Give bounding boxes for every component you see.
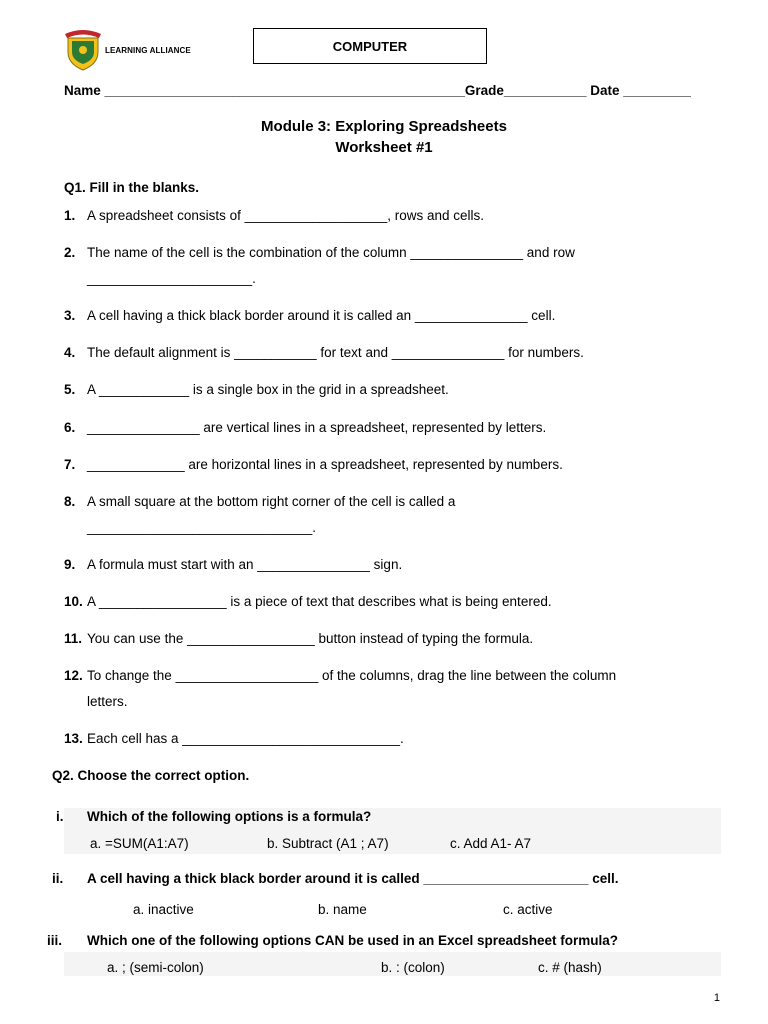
mcq-option: c. # (hash) <box>538 960 602 975</box>
question-number: 7. <box>64 457 76 472</box>
mcq-option: b. name <box>318 902 367 917</box>
question-text: The default alignment is ___________ for text and _______________ for numbers. <box>87 345 584 360</box>
mcq-option: c. active <box>503 902 553 917</box>
mcq-item <box>0 933 768 979</box>
mcq-option: a. =SUM(A1:A7) <box>90 836 189 851</box>
mcq-option: a. ; (semi-colon) <box>107 960 204 975</box>
mcq-option: b. : (colon) <box>381 960 445 975</box>
question-text-continued: letters. <box>87 694 128 709</box>
school-logo <box>63 26 193 72</box>
question-text: A formula must start with an _______________ sign. <box>87 557 403 572</box>
question-text: A ____________ is a single box in the grid in a spreadsheet. <box>87 382 449 397</box>
question-text: A small square at the bottom right corner of the cell is called a <box>87 494 456 509</box>
question-number: 8. <box>64 494 76 509</box>
mcq-question: A cell having a thick black border around it is called ______________________ cell. <box>87 871 619 886</box>
mcq-item <box>0 809 768 855</box>
q1-heading: Q1. Fill in the blanks. <box>64 180 200 195</box>
mcq-question: Which one of the following options CAN be used in an Excel spreadsheet formula? <box>87 933 619 948</box>
mcq-option: b. Subtract (A1 ; A7) <box>267 836 389 851</box>
question-number: 3. <box>64 308 76 323</box>
q2-heading: Q2. Choose the correct option. <box>52 768 250 783</box>
mcq-number: i. <box>56 809 64 824</box>
question-number: 2. <box>64 245 76 260</box>
question-text: Each cell has a _____________________________. <box>87 731 404 746</box>
mcq-option: a. inactive <box>133 902 194 917</box>
question-number: 4. <box>64 345 76 360</box>
question-number: 12. <box>64 668 83 683</box>
question-text: _______________ are vertical lines in a spreadsheet, represented by letters. <box>87 420 547 435</box>
question-number: 10. <box>64 594 83 609</box>
question-number: 5. <box>64 382 76 397</box>
subject-label: COMPUTER <box>332 38 408 54</box>
subject-box <box>253 28 487 64</box>
mcq-option: c. Add A1- A7 <box>450 836 532 851</box>
question-number: 9. <box>64 557 76 572</box>
question-text: You can use the _________________ button instead of typing the formula. <box>87 631 534 646</box>
mcq-item <box>0 871 768 919</box>
worksheet-title: Worksheet #1 <box>335 139 433 156</box>
question-text: _____________ are horizontal lines in a spreadsheet, represented by numbers. <box>87 457 563 472</box>
logo-text: LEARNING ALLIANCE <box>105 46 191 55</box>
mcq-question: Which of the following options is a formula? <box>87 809 372 824</box>
page-number: 1 <box>713 992 720 1004</box>
question-text: To change the ___________________ of the columns, drag the line between the column <box>87 668 617 683</box>
question-text: A _________________ is a piece of text that describes what is being entered. <box>87 594 552 609</box>
question-text: A spreadsheet consists of ___________________, rows and cells. <box>87 208 485 223</box>
question-text-continued: ______________________. <box>87 271 256 286</box>
question-text: The name of the cell is the combination of the column _______________ and row <box>87 245 575 260</box>
mcq-number: ii. <box>52 871 64 886</box>
question-text: A cell having a thick black border around it is called an _______________ cell. <box>87 308 556 323</box>
question-text-continued: ______________________________. <box>87 520 316 535</box>
name-grade-date-line: Name ________________________________________________Grade___________ Date _________ <box>64 83 691 98</box>
mcq-number: iii. <box>47 933 63 948</box>
question-number: 13. <box>64 731 83 746</box>
question-number: 1. <box>64 208 76 223</box>
question-number: 11. <box>64 631 83 646</box>
shield-crest-icon <box>63 26 103 72</box>
module-title: Module 3: Exploring Spreadsheets <box>261 118 507 135</box>
question-number: 6. <box>64 420 76 435</box>
